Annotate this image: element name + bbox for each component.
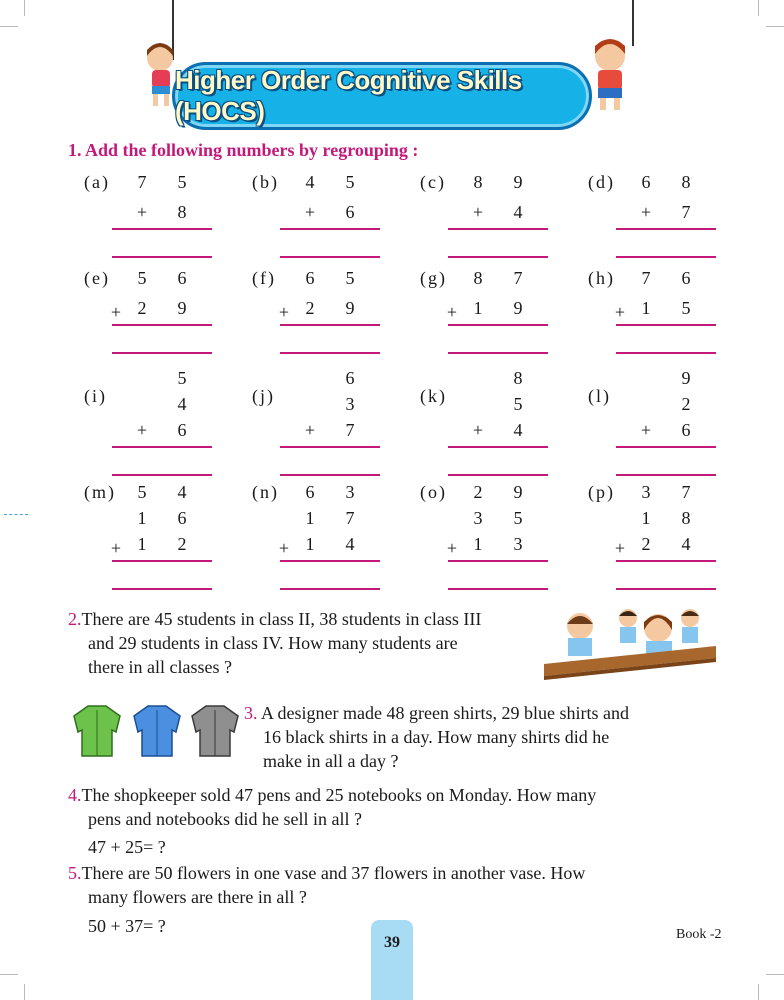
page-number: 39 xyxy=(384,934,400,951)
answer-line-bottom xyxy=(448,352,548,354)
question-5-expression: 50 + 37= ? xyxy=(88,916,166,936)
answer-line-top xyxy=(448,228,548,230)
ones-digit: 4 xyxy=(177,394,187,414)
ones-digit: 3 xyxy=(345,482,355,502)
addition-problem xyxy=(588,368,738,478)
plus-sign: + xyxy=(614,538,626,558)
addition-problem xyxy=(84,172,234,282)
addition-problem xyxy=(420,482,570,592)
tens-digit: 3 xyxy=(641,482,651,502)
tens-digit: 1 xyxy=(137,508,147,528)
answer-line-bottom xyxy=(616,256,716,258)
question-3-number: 3. xyxy=(244,703,258,723)
problem-label: (c) xyxy=(420,172,446,192)
answer-line-bottom xyxy=(448,474,548,476)
ones-digit: 4 xyxy=(513,420,523,440)
addition-problem xyxy=(252,172,402,282)
question-3 xyxy=(244,701,629,773)
addition-problem xyxy=(420,368,570,478)
addition-problem xyxy=(420,172,570,282)
answer-line-top xyxy=(616,324,716,326)
book-label: Book -2 xyxy=(676,927,722,942)
plus-sign: + xyxy=(110,302,122,322)
ones-digit: 9 xyxy=(513,482,523,502)
crop-mark xyxy=(24,984,25,1000)
crop-mark xyxy=(758,0,759,16)
ones-digit: 4 xyxy=(177,482,187,502)
ones-digit: 5 xyxy=(513,508,523,528)
crop-mark xyxy=(766,974,784,975)
addition-problem xyxy=(252,482,402,592)
tens-digit: 6 xyxy=(641,172,651,192)
problem-label: (n) xyxy=(252,482,279,502)
addition-problem xyxy=(252,368,402,478)
crop-mark xyxy=(24,0,25,16)
answer-line-top xyxy=(112,446,212,448)
tens-digit: 6 xyxy=(305,268,315,288)
answer-line-top xyxy=(448,560,548,562)
answer-line-top xyxy=(280,560,380,562)
tens-digit: 2 xyxy=(137,298,147,318)
plus-sign: + xyxy=(640,420,652,440)
question-2-number: 2. xyxy=(68,609,82,629)
ones-digit: 6 xyxy=(681,420,691,440)
answer-line-top xyxy=(616,560,716,562)
question-2 xyxy=(68,607,481,679)
answer-line-bottom xyxy=(448,256,548,258)
tens-digit: 8 xyxy=(473,268,483,288)
problem-label: (g) xyxy=(420,268,447,288)
plus-sign: + xyxy=(614,302,626,322)
plus-sign: + xyxy=(472,420,484,440)
answer-line-top xyxy=(448,324,548,326)
ones-digit: 5 xyxy=(681,298,691,318)
ones-digit: 6 xyxy=(177,508,187,528)
shirts-illustration xyxy=(68,702,242,764)
crop-mark xyxy=(0,974,18,975)
question-4-number: 4. xyxy=(68,785,82,805)
answer-line-bottom xyxy=(448,588,548,590)
plus-sign: + xyxy=(278,538,290,558)
crop-mark xyxy=(0,26,18,27)
question-5-line: There are 50 flowers in one vase and 37 flowers in another vase. How xyxy=(81,863,586,883)
ones-digit: 9 xyxy=(681,368,691,388)
answer-line-bottom xyxy=(616,474,716,476)
tens-digit: 3 xyxy=(473,508,483,528)
tens-digit: 5 xyxy=(137,268,147,288)
question-3-line: A designer made 48 green shirts, 29 blue shirts and xyxy=(261,703,629,723)
answer-line-bottom xyxy=(280,588,380,590)
ones-digit: 8 xyxy=(177,202,187,222)
ones-digit: 4 xyxy=(513,202,523,222)
ones-digit: 8 xyxy=(681,508,691,528)
ones-digit: 7 xyxy=(345,420,355,440)
ones-digit: 8 xyxy=(513,368,523,388)
tens-digit: 2 xyxy=(473,482,483,502)
tens-digit: 2 xyxy=(641,534,651,554)
answer-line-bottom xyxy=(616,588,716,590)
tens-digit: 1 xyxy=(473,534,483,554)
answer-line-bottom xyxy=(112,474,212,476)
addition-problem xyxy=(420,268,570,378)
answer-line-top xyxy=(112,324,212,326)
plus-sign: + xyxy=(110,538,122,558)
question-4-expression: 47 + 25= ? xyxy=(88,837,166,857)
addition-problem xyxy=(588,268,738,378)
problem-label: (b) xyxy=(252,172,279,192)
ones-digit: 5 xyxy=(513,394,523,414)
ones-digit: 9 xyxy=(513,298,523,318)
ones-digit: 6 xyxy=(345,202,355,222)
problem-label: (f) xyxy=(252,268,276,288)
problem-label: (l) xyxy=(588,386,611,406)
answer-line-bottom xyxy=(280,474,380,476)
banner-title: Higher Order Cognitive Skills (HOCS) xyxy=(175,65,522,126)
tens-digit: 1 xyxy=(641,508,651,528)
problem-label: (o) xyxy=(420,482,447,502)
ones-digit: 9 xyxy=(345,298,355,318)
problem-label: (i) xyxy=(84,386,107,406)
page-number-tab xyxy=(371,920,413,1000)
tens-digit: 1 xyxy=(305,508,315,528)
answer-line-top xyxy=(280,228,380,230)
problem-label: (d) xyxy=(588,172,615,192)
tens-digit: 7 xyxy=(641,268,651,288)
ones-digit: 6 xyxy=(177,420,187,440)
answer-line-top xyxy=(112,560,212,562)
question-3-line: make in all a day ? xyxy=(263,751,399,771)
ones-digit: 2 xyxy=(681,394,691,414)
students-illustration xyxy=(540,604,720,682)
problem-label: (h) xyxy=(588,268,615,288)
problem-label: (j) xyxy=(252,386,275,406)
plus-sign: + xyxy=(136,420,148,440)
answer-line-bottom xyxy=(112,352,212,354)
question-3-line: 16 black shirts in a day. How many shirts did he xyxy=(263,727,610,747)
answer-line-bottom xyxy=(280,256,380,258)
tens-digit: 1 xyxy=(137,534,147,554)
problem-label: (p) xyxy=(588,482,615,502)
addition-problem xyxy=(84,268,234,378)
tens-digit: 7 xyxy=(137,172,147,192)
ones-digit: 4 xyxy=(345,534,355,554)
answer-line-bottom xyxy=(112,588,212,590)
question-4-line: pens and notebooks did he sell in all ? xyxy=(88,809,362,829)
tens-digit: 1 xyxy=(305,534,315,554)
ones-digit: 9 xyxy=(513,172,523,192)
addition-problem xyxy=(84,482,234,592)
question-4-line: The shopkeeper sold 47 pens and 25 notebooks on Monday. How many xyxy=(81,785,597,805)
tens-digit: 8 xyxy=(473,172,483,192)
question-1-title: 1. Add the following numbers by regrouping : xyxy=(68,140,419,160)
plus-sign: + xyxy=(304,420,316,440)
ones-digit: 2 xyxy=(177,534,187,554)
question-4 xyxy=(68,783,596,831)
ones-digit: 7 xyxy=(681,202,691,222)
question-5 xyxy=(68,861,585,909)
ones-digit: 6 xyxy=(345,368,355,388)
ones-digit: 3 xyxy=(345,394,355,414)
question-2-line: There are 45 students in class II, 38 students in class III xyxy=(81,609,482,629)
answer-line-bottom xyxy=(616,352,716,354)
plus-sign: + xyxy=(640,202,652,222)
ones-digit: 9 xyxy=(177,298,187,318)
ones-digit: 6 xyxy=(177,268,187,288)
ones-digit: 8 xyxy=(681,172,691,192)
question-5-number: 5. xyxy=(68,863,82,883)
fold-mark xyxy=(4,514,28,515)
problem-label: (e) xyxy=(84,268,110,288)
tens-digit: 4 xyxy=(305,172,315,192)
ones-digit: 7 xyxy=(513,268,523,288)
answer-line-top xyxy=(280,446,380,448)
tens-digit: 1 xyxy=(641,298,651,318)
plus-sign: + xyxy=(472,202,484,222)
ones-digit: 5 xyxy=(177,368,187,388)
question-2-line: and 29 students in class IV. How many students are xyxy=(88,633,458,653)
ones-digit: 5 xyxy=(345,268,355,288)
ones-digit: 7 xyxy=(345,508,355,528)
plus-sign: + xyxy=(446,538,458,558)
plus-sign: + xyxy=(136,202,148,222)
tens-digit: 6 xyxy=(305,482,315,502)
addition-problem xyxy=(252,268,402,378)
answer-line-top xyxy=(616,228,716,230)
answer-line-top xyxy=(616,446,716,448)
ones-digit: 5 xyxy=(177,172,187,192)
tens-digit: 1 xyxy=(473,298,483,318)
answer-line-top xyxy=(280,324,380,326)
problem-label: (a) xyxy=(84,172,110,192)
plus-sign: + xyxy=(278,302,290,322)
plus-sign: + xyxy=(446,302,458,322)
hocs-banner xyxy=(172,62,592,130)
tens-digit: 2 xyxy=(305,298,315,318)
answer-line-top xyxy=(448,446,548,448)
question-2-line: there in all classes ? xyxy=(88,657,232,677)
ones-digit: 3 xyxy=(513,534,523,554)
crop-mark xyxy=(766,26,784,27)
addition-problem xyxy=(588,172,738,282)
ones-digit: 4 xyxy=(681,534,691,554)
plus-sign: + xyxy=(304,202,316,222)
addition-problem xyxy=(84,368,234,478)
answer-line-bottom xyxy=(112,256,212,258)
crop-mark xyxy=(758,984,759,1000)
problem-label: (k) xyxy=(420,386,447,406)
ones-digit: 7 xyxy=(681,482,691,502)
addition-problem xyxy=(588,482,738,592)
question-5-line: many flowers are there in all ? xyxy=(88,887,307,907)
answer-line-top xyxy=(112,228,212,230)
ones-digit: 5 xyxy=(345,172,355,192)
tens-digit: 5 xyxy=(137,482,147,502)
answer-line-bottom xyxy=(280,352,380,354)
ones-digit: 6 xyxy=(681,268,691,288)
problem-label: (m) xyxy=(84,482,116,502)
